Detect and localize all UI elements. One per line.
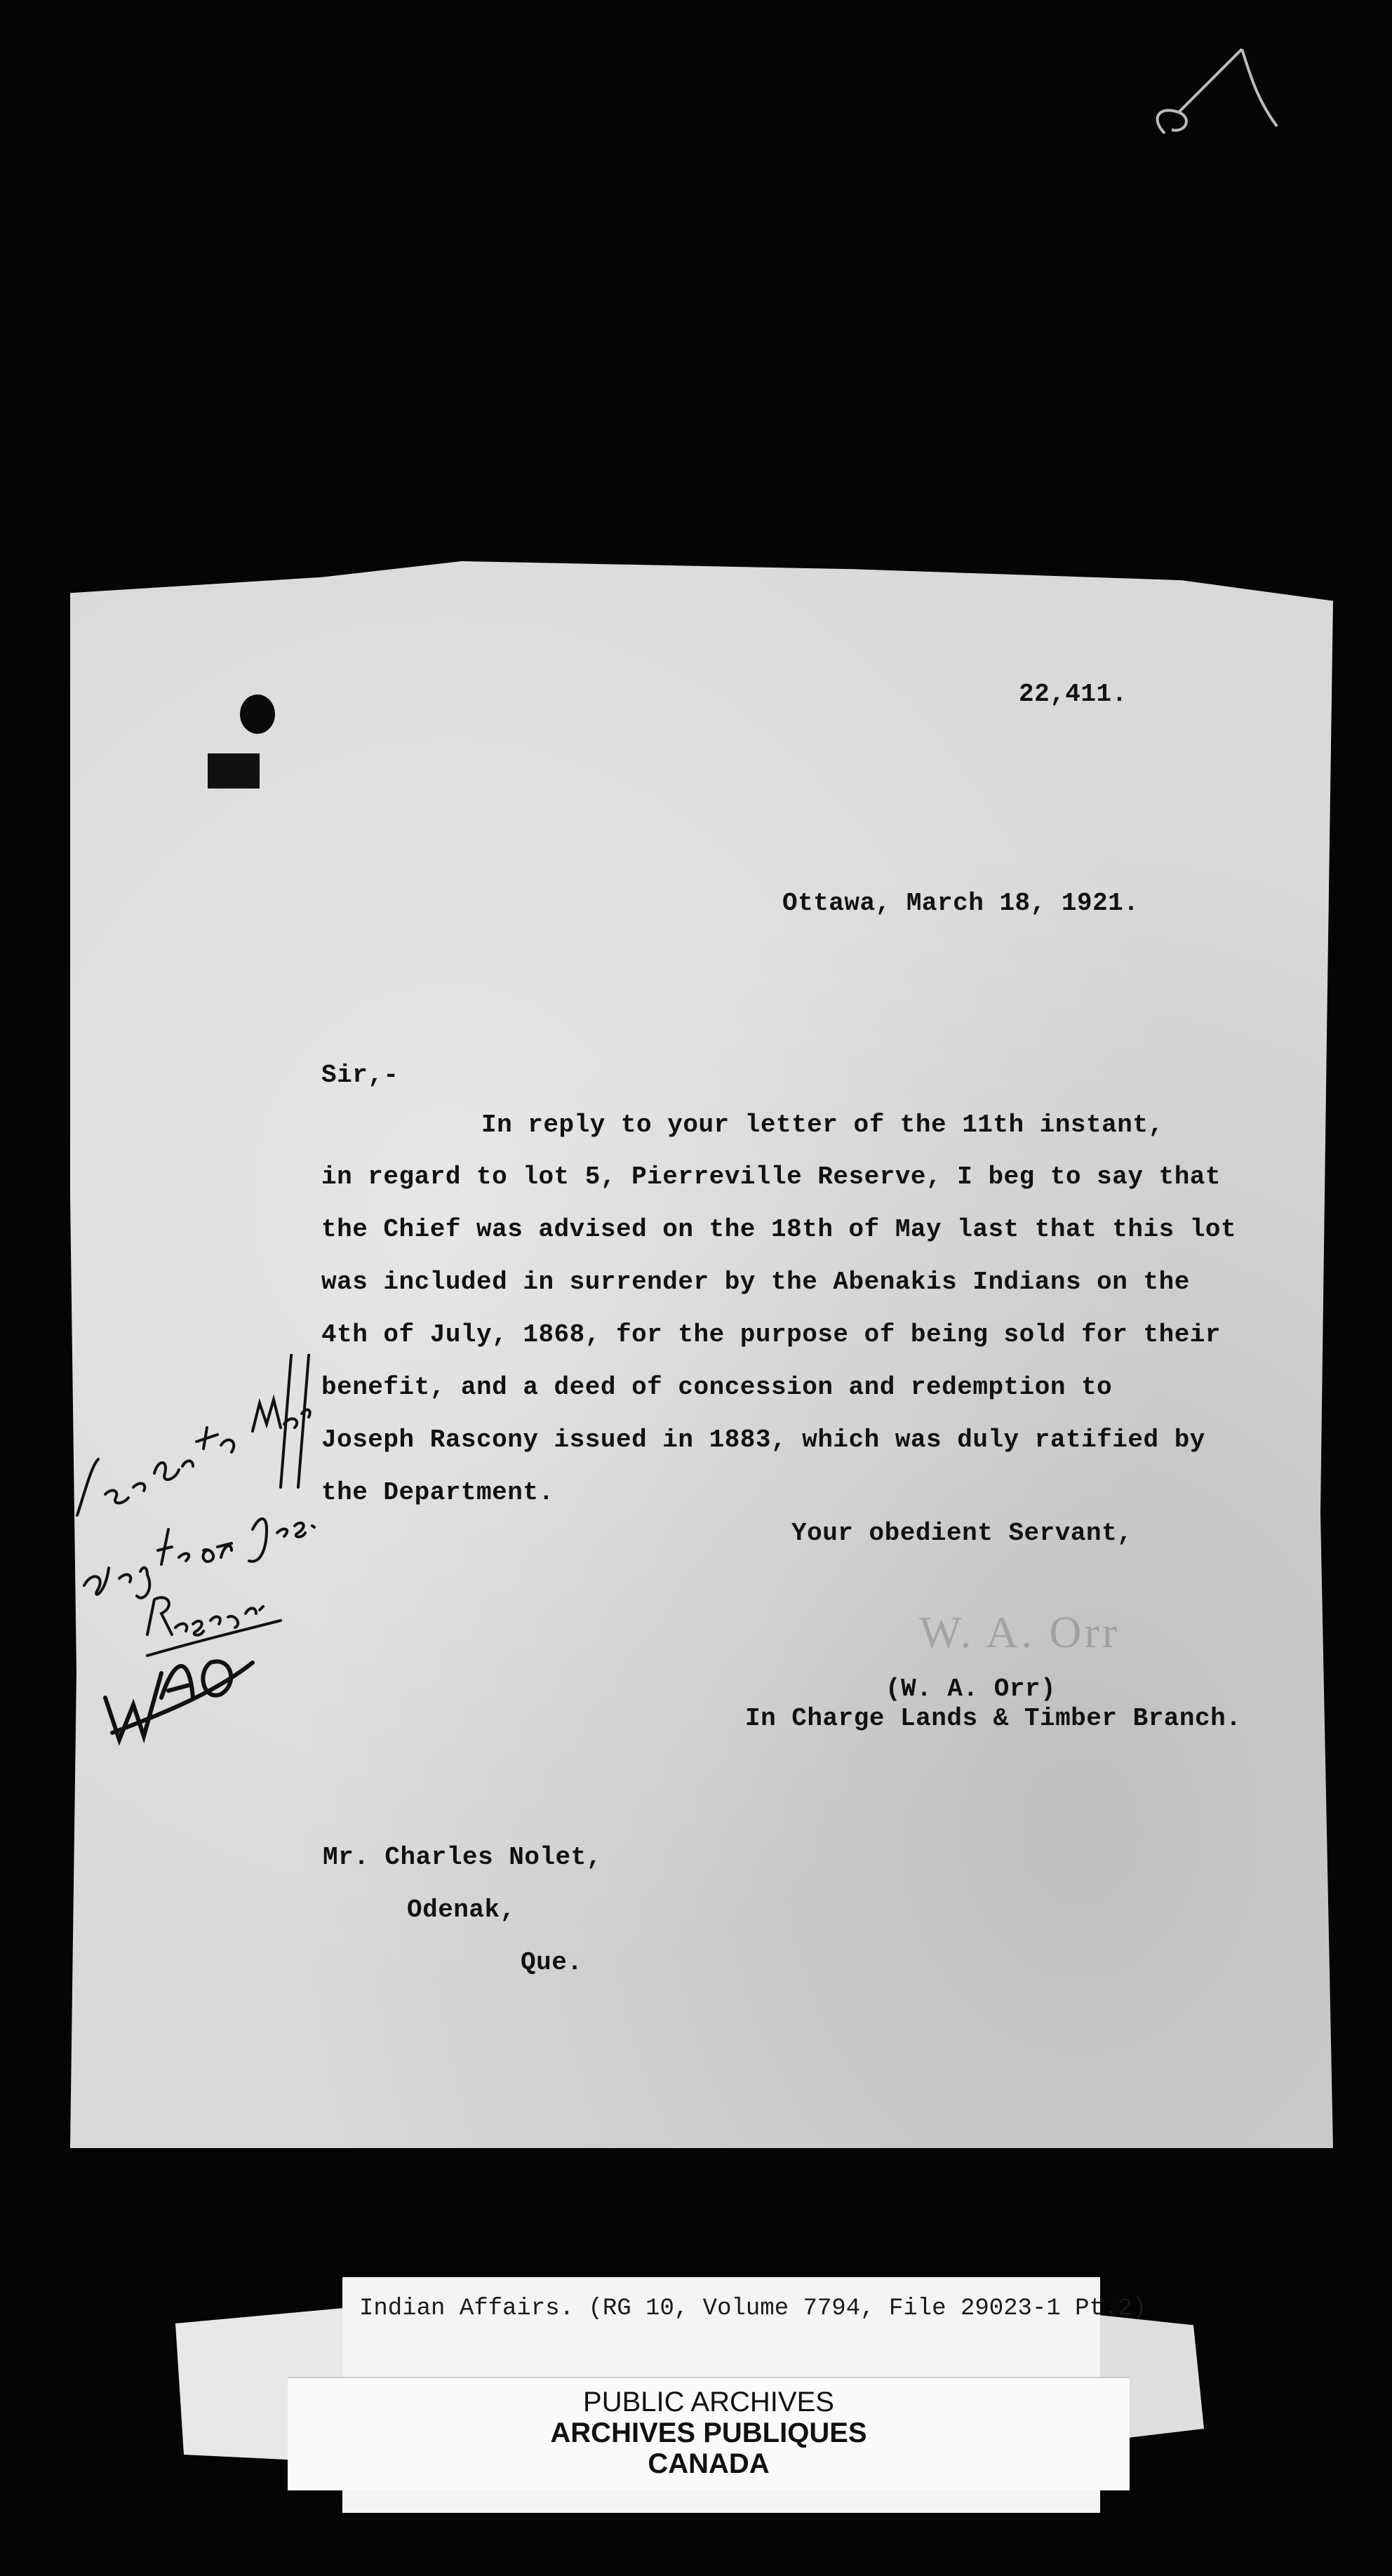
stamped-signature: W. A. Orr [919, 1607, 1120, 1657]
body-line: the Department. [321, 1478, 554, 1507]
salutation: Sir,- [321, 1061, 399, 1089]
frame-scribble [1137, 28, 1291, 154]
signatory-title: In Charge Lands & Timber Branch. [745, 1704, 1242, 1733]
binder-tab-mark [208, 753, 260, 789]
body-line: 4th of July, 1868, for the purpose of being sold for their [321, 1320, 1222, 1349]
addressee-province: Que. [521, 1948, 583, 1977]
archives-line-en: PUBLIC ARCHIVES [583, 2387, 834, 2417]
body-line: the Chief was advised on the 18th of May last that this lot [321, 1215, 1237, 1244]
body-line: was included in surrender by the Abenakis Indians on the [321, 1268, 1190, 1296]
archives-stamp [288, 2377, 1130, 2490]
addressee-town: Odenak, [407, 1896, 516, 1924]
handwritten-margin-note [42, 1354, 337, 1747]
archive-reference: Indian Affairs. (RG 10, Volume 7794, File 29023-1 Pt.2) [359, 2295, 1147, 2322]
archives-line-country: CANADA [648, 2448, 770, 2479]
body-line: in regard to lot 5, Pierreville Reserve, I beg to say that [321, 1162, 1222, 1191]
closing: Your obedient Servant, [791, 1519, 1133, 1548]
archives-line-fr: ARCHIVES PUBLIQUES [550, 2417, 867, 2448]
body-line: In reply to your letter of the 11th instant, [481, 1111, 1164, 1139]
file-number: 22,411. [1019, 680, 1127, 709]
body-line: Joseph Rascony issued in 1883, which was duly ratified by [321, 1425, 1205, 1454]
addressee-name: Mr. Charles Nolet, [323, 1843, 602, 1872]
body-line: benefit, and a deed of concession and redemption to [321, 1373, 1113, 1402]
letter-date: Ottawa, March 18, 1921. [782, 889, 1139, 918]
signatory-name: (W. A. Orr) [885, 1675, 1057, 1703]
punch-hole-top [240, 695, 275, 734]
